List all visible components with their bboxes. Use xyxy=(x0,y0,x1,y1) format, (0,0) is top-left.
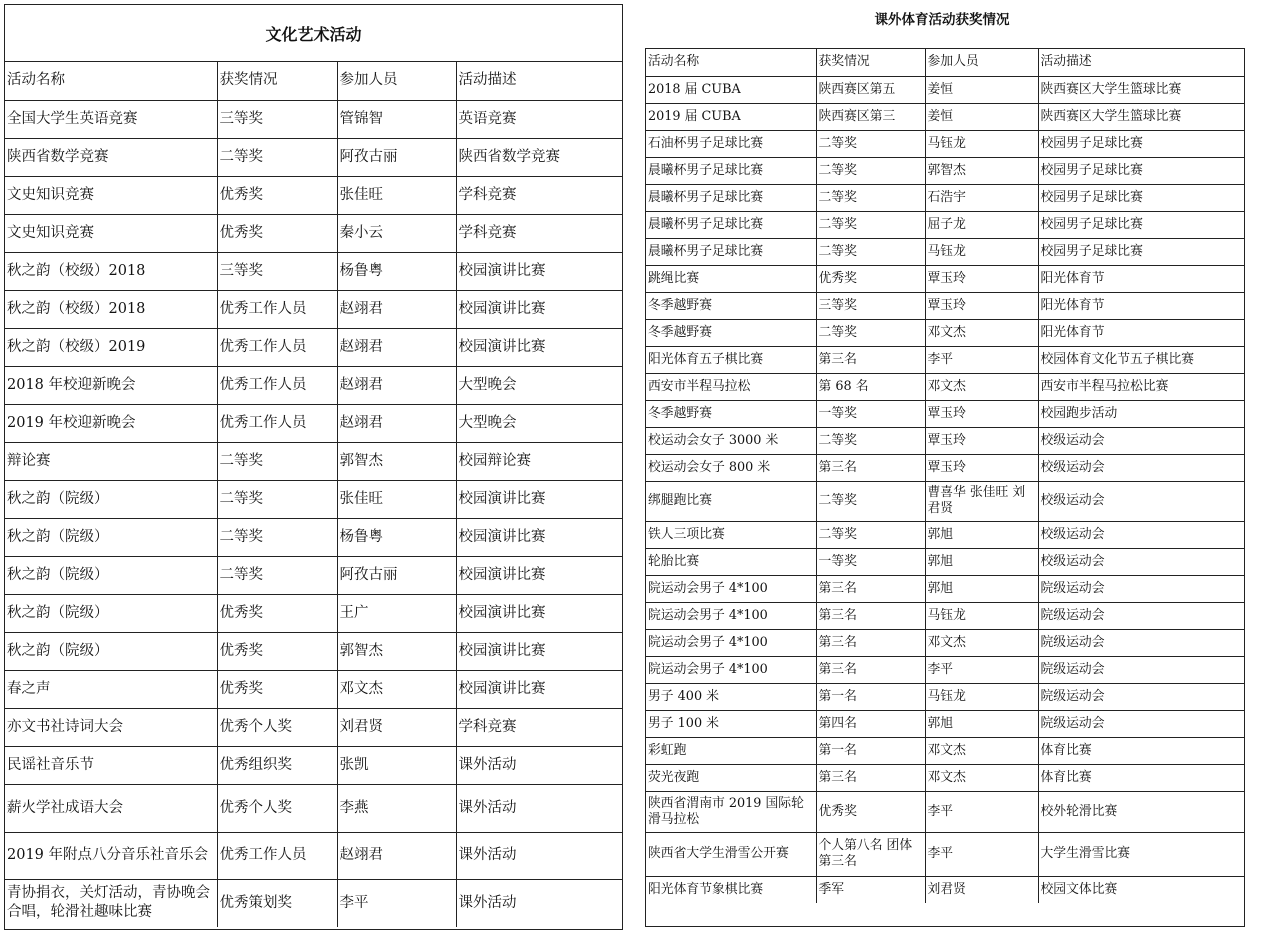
table-row xyxy=(646,346,1244,373)
table-row xyxy=(5,632,622,670)
table-cell: 优秀工作人员 xyxy=(217,328,337,366)
table-cell: 邓文杰 xyxy=(925,764,1038,791)
column-header: 活动名称 xyxy=(646,49,816,76)
table-cell: 校级运动会 xyxy=(1038,548,1244,575)
table-cell: 冬季越野赛 xyxy=(646,292,816,319)
table-cell: 课外活动 xyxy=(456,832,622,879)
table-cell: 校级运动会 xyxy=(1038,521,1244,548)
table-cell: 季军 xyxy=(816,876,925,903)
table-row xyxy=(5,480,622,518)
table-cell: 优秀工作人员 xyxy=(217,832,337,879)
table-cell: 优秀奖 xyxy=(217,670,337,708)
table-cell: 阳光体育节 xyxy=(1038,319,1244,346)
table-cell: 荧光夜跑 xyxy=(646,764,816,791)
table-row xyxy=(646,832,1244,876)
table-cell: 郭旭 xyxy=(925,548,1038,575)
table-row xyxy=(646,292,1244,319)
table-cell: 邓文杰 xyxy=(925,737,1038,764)
table-cell: 姜恒 xyxy=(925,103,1038,130)
table-cell: 阳光体育节 xyxy=(1038,265,1244,292)
table-cell: 阿孜古丽 xyxy=(337,556,456,594)
table-cell: 优秀工作人员 xyxy=(217,404,337,442)
table-cell: 二等奖 xyxy=(816,157,925,184)
table-row xyxy=(5,404,622,442)
table-cell: 邓文杰 xyxy=(925,319,1038,346)
table-cell: 校园男子足球比赛 xyxy=(1038,184,1244,211)
table-cell: 曹喜华 张佳旺 刘君贤 xyxy=(925,481,1038,521)
table-cell: 院运动会男子 4*100 xyxy=(646,656,816,683)
table-cell: 二等奖 xyxy=(816,319,925,346)
table-row xyxy=(5,746,622,784)
table-cell: 校园男子足球比赛 xyxy=(1038,238,1244,265)
column-header: 活动描述 xyxy=(1038,49,1244,76)
table-row xyxy=(646,454,1244,481)
table-cell: 郭智杰 xyxy=(337,442,456,480)
table-row xyxy=(646,683,1244,710)
table-row xyxy=(646,400,1244,427)
table-cell: 第三名 xyxy=(816,454,925,481)
table-row xyxy=(646,737,1244,764)
table-cell: 院级运动会 xyxy=(1038,575,1244,602)
table-cell: 李平 xyxy=(337,879,456,927)
table-row xyxy=(646,521,1244,548)
table-cell: 赵翊君 xyxy=(337,290,456,328)
table-cell: 郭旭 xyxy=(925,710,1038,737)
table-row xyxy=(5,442,622,480)
table-row xyxy=(646,265,1244,292)
table-cell: 陕西省渭南市 2019 国际轮滑马拉松 xyxy=(646,791,816,832)
table-row xyxy=(646,602,1244,629)
table-cell: 李平 xyxy=(925,656,1038,683)
table-cell: 男子 100 米 xyxy=(646,710,816,737)
table-cell: 李平 xyxy=(925,346,1038,373)
table-cell: 院级运动会 xyxy=(1038,683,1244,710)
table-cell: 二等奖 xyxy=(816,481,925,521)
table-cell: 二等奖 xyxy=(816,521,925,548)
table-cell: 马钰龙 xyxy=(925,602,1038,629)
table-cell: 校园演讲比赛 xyxy=(456,556,622,594)
table-cell: 阳光体育节 xyxy=(1038,292,1244,319)
table-cell: 二等奖 xyxy=(816,184,925,211)
table-row xyxy=(646,427,1244,454)
table-cell: 西安市半程马拉松比赛 xyxy=(1038,373,1244,400)
table-cell: 陕西省数学竞赛 xyxy=(456,138,622,176)
table-cell: 优秀奖 xyxy=(816,791,925,832)
table-cell: 校园演讲比赛 xyxy=(456,594,622,632)
table-row xyxy=(5,100,622,138)
table-cell: 覃玉玲 xyxy=(925,400,1038,427)
table-row xyxy=(5,556,622,594)
table-row xyxy=(646,157,1244,184)
table-cell: 校园辩论赛 xyxy=(456,442,622,480)
table-cell: 覃玉玲 xyxy=(925,454,1038,481)
table-cell: 第一名 xyxy=(816,683,925,710)
table-cell: 亦文书社诗词大会 xyxy=(5,708,217,746)
table-cell: 彩虹跑 xyxy=(646,737,816,764)
table-cell: 校运动会女子 800 米 xyxy=(646,454,816,481)
table-cell: 覃玉玲 xyxy=(925,292,1038,319)
table-cell: 第一名 xyxy=(816,737,925,764)
table-cell: 大型晚会 xyxy=(456,366,622,404)
table-cell: 大型晚会 xyxy=(456,404,622,442)
table-cell: 二等奖 xyxy=(217,518,337,556)
column-header: 参加人员 xyxy=(925,49,1038,76)
table-cell: 英语竞赛 xyxy=(456,100,622,138)
table-cell: 覃玉玲 xyxy=(925,427,1038,454)
table-cell: 秋之韵（院级） xyxy=(5,594,217,632)
table-cell: 石油杯男子足球比赛 xyxy=(646,130,816,157)
table-row xyxy=(646,481,1244,521)
table-cell: 校级运动会 xyxy=(1038,427,1244,454)
table-row xyxy=(5,594,622,632)
table-cell: 院级运动会 xyxy=(1038,710,1244,737)
table-cell: 陕西赛区大学生篮球比赛 xyxy=(1038,103,1244,130)
table-cell: 校园男子足球比赛 xyxy=(1038,157,1244,184)
table-row xyxy=(646,373,1244,400)
table-row xyxy=(5,366,622,404)
table-row xyxy=(5,518,622,556)
table-cell: 陕西省大学生滑雪公开赛 xyxy=(646,832,816,876)
table-cell: 校园演讲比赛 xyxy=(456,328,622,366)
table-cell: 第三名 xyxy=(816,764,925,791)
table-cell: 跳绳比赛 xyxy=(646,265,816,292)
table-row xyxy=(5,290,622,328)
table-cell: 优秀奖 xyxy=(217,632,337,670)
table-cell: 秋之韵（院级） xyxy=(5,480,217,518)
table-cell: 优秀奖 xyxy=(217,214,337,252)
table-cell: 院级运动会 xyxy=(1038,656,1244,683)
table-cell: 王广 xyxy=(337,594,456,632)
table-cell: 校级运动会 xyxy=(1038,454,1244,481)
table-cell: 2019 年校迎新晚会 xyxy=(5,404,217,442)
table-cell: 杨鲁粤 xyxy=(337,252,456,290)
table-cell: 郭旭 xyxy=(925,575,1038,602)
table-cell: 冬季越野赛 xyxy=(646,319,816,346)
table-cell: 民谣社音乐节 xyxy=(5,746,217,784)
column-header: 参加人员 xyxy=(337,62,456,100)
table-cell: 校运动会女子 3000 米 xyxy=(646,427,816,454)
culture-art-table-panel xyxy=(4,4,623,930)
table-cell: 马钰龙 xyxy=(925,238,1038,265)
table-cell: 秋之韵（校级）2018 xyxy=(5,252,217,290)
table-cell: 校外轮滑比赛 xyxy=(1038,791,1244,832)
table-cell: 青协捐衣，关灯活动，青协晚会合唱，轮滑社趣味比赛 xyxy=(5,879,217,927)
table-cell: 2018 年校迎新晚会 xyxy=(5,366,217,404)
table-cell: 优秀奖 xyxy=(217,176,337,214)
table-cell: 校级运动会 xyxy=(1038,481,1244,521)
table-cell: 二等奖 xyxy=(816,427,925,454)
table-cell: 校园演讲比赛 xyxy=(456,518,622,556)
table-cell: 优秀奖 xyxy=(217,594,337,632)
table-row xyxy=(646,629,1244,656)
table-cell: 薪火学社成语大会 xyxy=(5,784,217,832)
table-cell: 张佳旺 xyxy=(337,480,456,518)
table-cell: 李燕 xyxy=(337,784,456,832)
table-cell: 校园演讲比赛 xyxy=(456,290,622,328)
table-cell: 陕西赛区第三 xyxy=(816,103,925,130)
table-cell: 石浩宇 xyxy=(925,184,1038,211)
table-cell: 马钰龙 xyxy=(925,683,1038,710)
table-cell: 第三名 xyxy=(816,629,925,656)
table-row xyxy=(5,708,622,746)
table-cell: 2019 年附点八分音乐社音乐会 xyxy=(5,832,217,879)
table-row xyxy=(646,791,1244,832)
table-cell: 冬季越野赛 xyxy=(646,400,816,427)
table-cell: 二等奖 xyxy=(816,238,925,265)
table-cell: 二等奖 xyxy=(816,211,925,238)
table-row xyxy=(5,176,622,214)
table-cell: 晨曦杯男子足球比赛 xyxy=(646,211,816,238)
table-cell: 优秀组织奖 xyxy=(217,746,337,784)
table-cell: 屈子龙 xyxy=(925,211,1038,238)
table-cell: 校园男子足球比赛 xyxy=(1038,130,1244,157)
table-cell: 第四名 xyxy=(816,710,925,737)
table-cell: 春之声 xyxy=(5,670,217,708)
table-cell: 陕西赛区大学生篮球比赛 xyxy=(1038,76,1244,103)
table-cell: 文史知识竞赛 xyxy=(5,214,217,252)
table-row xyxy=(646,238,1244,265)
table-row xyxy=(5,328,622,366)
table-cell: 第 68 名 xyxy=(816,373,925,400)
table-cell: 郭旭 xyxy=(925,521,1038,548)
table-cell: 学科竞赛 xyxy=(456,176,622,214)
table-row xyxy=(646,764,1244,791)
table-cell: 优秀工作人员 xyxy=(217,290,337,328)
table-cell: 晨曦杯男子足球比赛 xyxy=(646,157,816,184)
table-row xyxy=(5,214,622,252)
table-cell: 二等奖 xyxy=(217,138,337,176)
table-cell: 赵翊君 xyxy=(337,366,456,404)
table-cell: 学科竞赛 xyxy=(456,708,622,746)
table-cell: 管锦智 xyxy=(337,100,456,138)
table-cell: 院级运动会 xyxy=(1038,629,1244,656)
table-cell: 秋之韵（院级） xyxy=(5,556,217,594)
table-cell: 阿孜古丽 xyxy=(337,138,456,176)
table-cell: 校园演讲比赛 xyxy=(456,480,622,518)
table-cell: 三等奖 xyxy=(217,100,337,138)
table-cell: 课外活动 xyxy=(456,746,622,784)
table-cell: 校园跑步活动 xyxy=(1038,400,1244,427)
table-cell: 二等奖 xyxy=(816,130,925,157)
table-cell: 西安市半程马拉松 xyxy=(646,373,816,400)
table-cell: 马钰龙 xyxy=(925,130,1038,157)
sports-table xyxy=(646,49,1244,903)
table-cell: 文史知识竞赛 xyxy=(5,176,217,214)
column-header: 活动描述 xyxy=(456,62,622,100)
table-cell: 一等奖 xyxy=(816,400,925,427)
table-row xyxy=(646,76,1244,103)
table-row xyxy=(646,211,1244,238)
table-cell: 秋之韵（校级）2018 xyxy=(5,290,217,328)
table-cell: 优秀个人奖 xyxy=(217,784,337,832)
table-cell: 秦小云 xyxy=(337,214,456,252)
table-cell: 秋之韵（院级） xyxy=(5,632,217,670)
table-cell: 第三名 xyxy=(816,602,925,629)
table-cell: 铁人三项比赛 xyxy=(646,521,816,548)
table-cell: 课外活动 xyxy=(456,784,622,832)
table-cell: 覃玉玲 xyxy=(925,265,1038,292)
table-row xyxy=(5,252,622,290)
table-row xyxy=(646,656,1244,683)
table-cell: 优秀工作人员 xyxy=(217,366,337,404)
header-row xyxy=(646,49,1244,76)
table-cell: 刘君贤 xyxy=(925,876,1038,903)
table-cell: 校园演讲比赛 xyxy=(456,670,622,708)
table-cell: 二等奖 xyxy=(217,480,337,518)
table-cell: 优秀策划奖 xyxy=(217,879,337,927)
table-cell: 李平 xyxy=(925,791,1038,832)
header-row xyxy=(5,62,622,100)
culture-art-table xyxy=(5,62,622,927)
table-cell: 第三名 xyxy=(816,346,925,373)
table-cell: 体育比赛 xyxy=(1038,737,1244,764)
table-cell: 院运动会男子 4*100 xyxy=(646,602,816,629)
table-row xyxy=(5,784,622,832)
table-cell: 全国大学生英语竞赛 xyxy=(5,100,217,138)
table-cell: 赵翊君 xyxy=(337,328,456,366)
table-cell: 三等奖 xyxy=(217,252,337,290)
table-cell: 课外活动 xyxy=(456,879,622,927)
table-cell: 陕西赛区第五 xyxy=(816,76,925,103)
table-cell: 轮胎比赛 xyxy=(646,548,816,575)
table-cell: 陕西省数学竞赛 xyxy=(5,138,217,176)
table-cell: 晨曦杯男子足球比赛 xyxy=(646,238,816,265)
table-cell: 一等奖 xyxy=(816,548,925,575)
table-cell: 邓文杰 xyxy=(337,670,456,708)
table-cell: 院运动会男子 4*100 xyxy=(646,575,816,602)
table-row xyxy=(5,138,622,176)
table-row xyxy=(646,319,1244,346)
sports-title: 课外体育活动获奖情况 xyxy=(874,12,1010,28)
table-cell: 第三名 xyxy=(816,656,925,683)
table-row xyxy=(5,832,622,879)
table-cell: 赵翊君 xyxy=(337,832,456,879)
table-row xyxy=(5,670,622,708)
table-cell: 男子 400 米 xyxy=(646,683,816,710)
table-row xyxy=(5,879,622,927)
table-cell: 二等奖 xyxy=(217,556,337,594)
table-cell: 2019 届 CUBA xyxy=(646,103,816,130)
table-cell: 校园男子足球比赛 xyxy=(1038,211,1244,238)
table-cell: 晨曦杯男子足球比赛 xyxy=(646,184,816,211)
table-cell: 院运动会男子 4*100 xyxy=(646,629,816,656)
column-header: 活动名称 xyxy=(5,62,217,100)
table-cell: 秋之韵（校级）2019 xyxy=(5,328,217,366)
table-row xyxy=(646,710,1244,737)
table-cell: 2018 届 CUBA xyxy=(646,76,816,103)
table-cell: 第三名 xyxy=(816,575,925,602)
table-cell: 体育比赛 xyxy=(1038,764,1244,791)
table-cell: 院级运动会 xyxy=(1038,602,1244,629)
table-cell: 校园演讲比赛 xyxy=(456,252,622,290)
table-cell: 邓文杰 xyxy=(925,629,1038,656)
culture-art-title: 文化艺术活动 xyxy=(5,5,622,62)
table-cell: 校园演讲比赛 xyxy=(456,632,622,670)
table-cell: 阳光体育节象棋比赛 xyxy=(646,876,816,903)
column-header: 获奖情况 xyxy=(217,62,337,100)
table-cell: 秋之韵（院级） xyxy=(5,518,217,556)
table-cell: 大学生滑雪比赛 xyxy=(1038,832,1244,876)
table-cell: 赵翊君 xyxy=(337,404,456,442)
table-cell: 郭智杰 xyxy=(337,632,456,670)
table-cell: 校园文体比赛 xyxy=(1038,876,1244,903)
table-cell: 姜恒 xyxy=(925,76,1038,103)
table-cell: 李平 xyxy=(925,832,1038,876)
table-cell: 杨鲁粤 xyxy=(337,518,456,556)
table-cell: 二等奖 xyxy=(217,442,337,480)
table-cell: 学科竞赛 xyxy=(456,214,622,252)
table-cell: 辩论赛 xyxy=(5,442,217,480)
table-cell: 阳光体育五子棋比赛 xyxy=(646,346,816,373)
table-row xyxy=(646,130,1244,157)
table-cell: 优秀奖 xyxy=(816,265,925,292)
table-cell: 张凯 xyxy=(337,746,456,784)
table-cell: 刘君贤 xyxy=(337,708,456,746)
table-cell: 个人第八名 团体第三名 xyxy=(816,832,925,876)
sports-table-panel xyxy=(645,48,1245,927)
table-cell: 郭智杰 xyxy=(925,157,1038,184)
table-row xyxy=(646,548,1244,575)
table-cell: 优秀个人奖 xyxy=(217,708,337,746)
table-cell: 绑腿跑比赛 xyxy=(646,481,816,521)
table-cell: 邓文杰 xyxy=(925,373,1038,400)
table-row xyxy=(646,575,1244,602)
table-cell: 校园体育文化节五子棋比赛 xyxy=(1038,346,1244,373)
table-cell: 三等奖 xyxy=(816,292,925,319)
table-row xyxy=(646,103,1244,130)
table-row xyxy=(646,184,1244,211)
table-cell: 张佳旺 xyxy=(337,176,456,214)
table-row xyxy=(646,876,1244,903)
column-header: 获奖情况 xyxy=(816,49,925,76)
